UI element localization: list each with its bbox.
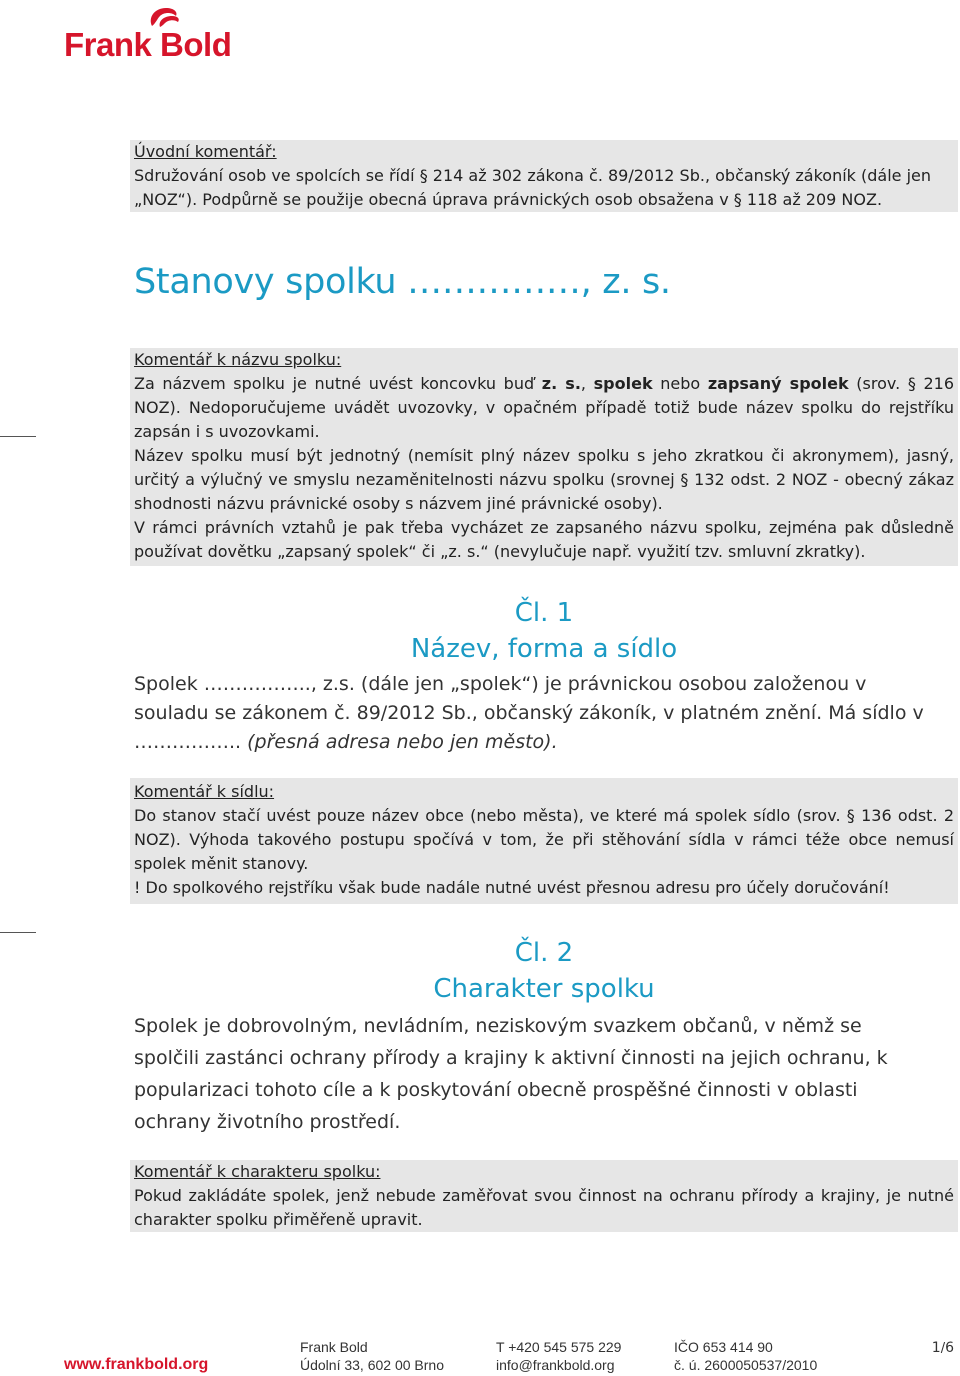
- page-footer: [0, 1334, 960, 1376]
- footer-org: Frank Bold: [300, 1339, 368, 1355]
- seat-comment-p2: ! Do spolkového rejstříku však bude nadále nutné uvést přesnou adresu pro účely doručování!: [134, 878, 890, 897]
- page-total: 6: [945, 1340, 954, 1356]
- article2-text: Spolek je dobrovolným, nevládním, neziskovým svazkem občanů, v němž se spolčili zastánci ochrany přírody a krajiny k aktivní činnosti na jejich ochranu, k popularizaci tohoto cíle a k poskytování obecně prospěšné činnosti v oblasti ochrany životního prostředí.: [134, 1015, 888, 1133]
- article1-text-italic: (přesná adresa nebo jen město).: [247, 731, 558, 753]
- name-comment-p1-text: (srov. § 216 NOZ). Nedoporučujeme uvádět uvozovky, v opačném případě totiž bude název spolku do rejstříku zapsán i s uvozovkami.: [134, 374, 954, 441]
- footer-website-link[interactable]: www.frankbold.org: [64, 1356, 209, 1373]
- article1-text-main: Spolek …………….., z.s. (dále jen „spolek“) je právnickou osobou založenou v souladu se zákonem č. 89/2012 Sb., občanský zákoník, v platném znění. Má sídlo v ……………..: [134, 673, 924, 753]
- suffix-zs: z. s.: [541, 374, 581, 393]
- name-comment-p1-text: nebo: [652, 374, 708, 393]
- suffix-zapsany-spolek: zapsaný spolek: [707, 374, 849, 393]
- intro-comment-box: [130, 140, 958, 212]
- name-comment-heading: Komentář k názvu spolku:: [134, 350, 342, 369]
- footer-account: č. ú. 2600050537/2010: [674, 1357, 818, 1373]
- suffix-spolek: spolek: [593, 374, 653, 393]
- article2-heading: Charakter spolku: [433, 974, 655, 1004]
- name-comment-box: [130, 348, 958, 566]
- footer-company-col: [674, 1338, 817, 1374]
- footer-address-col: [300, 1338, 444, 1374]
- document-title: Stanovy spolku ……………, z. s.: [134, 262, 671, 302]
- character-comment-heading: Komentář k charakteru spolku:: [134, 1162, 381, 1181]
- article1-text: [134, 670, 934, 757]
- article1-number: Čl. 1: [514, 598, 574, 628]
- footer-contact-col: [496, 1338, 621, 1374]
- seat-comment-box: [130, 778, 958, 904]
- article1-heading: Název, forma a sídlo: [410, 634, 678, 664]
- name-comment-p2: Název spolku musí být jednotný (nemísit plný název spolku s jeho zkratkou či akronymem), jasný, určitý a výlučný ve smyslu nezaměnitelnosti názvu spolku (srovnej § 132 odst. 2 NOZ - obecný zákaz shodnosti názvu právnické osoby s názvem jiné právnické osoby).: [134, 446, 954, 513]
- intro-comment-heading: Úvodní komentář:: [134, 142, 277, 161]
- logo-text: Frank Bold: [64, 26, 232, 63]
- article2-number: Čl. 2: [514, 938, 574, 968]
- footer-ico: IČO 653 414 90: [674, 1339, 773, 1355]
- page-number: [932, 1340, 954, 1356]
- character-comment-box: [130, 1160, 958, 1232]
- page-current: 1: [931, 1340, 941, 1356]
- name-comment-p1-text: ,: [580, 374, 594, 393]
- character-comment-p1: Pokud zakládáte spolek, jenž nebude zaměřovat svou činnost na ochranu přírody a krajiny, je nutné charakter spolku přiměřeně upravit.: [134, 1186, 954, 1229]
- name-comment-p3: V rámci právních vztahů je pak třeba vycházet ze zapsaného názvu spolku, zejména pak důsledně používat dovětku „zapsaný spolek“ či „z. s.“ (nevylučuje např. využití tzv. smluvní zkratky).: [134, 518, 954, 561]
- frank-bold-logo: [64, 4, 254, 63]
- intro-comment-text: Sdružování osob ve spolcích se řídí § 214 až 302 zákona č. 89/2012 Sb., občanský zákoník (dále jen „NOZ“). Podpůrně se použije obecná úprava právnických osob obsažena v § 118 až 209 NOZ.: [134, 166, 932, 209]
- footer-address: Údolní 33, 602 00 Brno: [300, 1357, 444, 1373]
- margin-rule: [0, 436, 36, 437]
- name-comment-p1-text: Za názvem spolku je nutné uvést koncovku buď: [134, 374, 542, 393]
- page-separator: /: [940, 1341, 946, 1356]
- footer-email[interactable]: info@frankbold.org: [496, 1357, 615, 1373]
- name-comment-p1: [134, 372, 954, 444]
- seat-comment-p1: Do stanov stačí uvést pouze název obce (nebo města), ve které má spolek sídlo (srov. § 136 odst. 2 NOZ). Výhoda takového postupu spočívá v tom, že při stěhování sídla v rámci téže obce nemusí spolek měnit stanovy.: [134, 806, 954, 873]
- margin-rule: [0, 932, 36, 933]
- footer-phone: T +420 545 575 229: [496, 1339, 622, 1355]
- seat-comment-heading: Komentář k sídlu:: [134, 782, 275, 801]
